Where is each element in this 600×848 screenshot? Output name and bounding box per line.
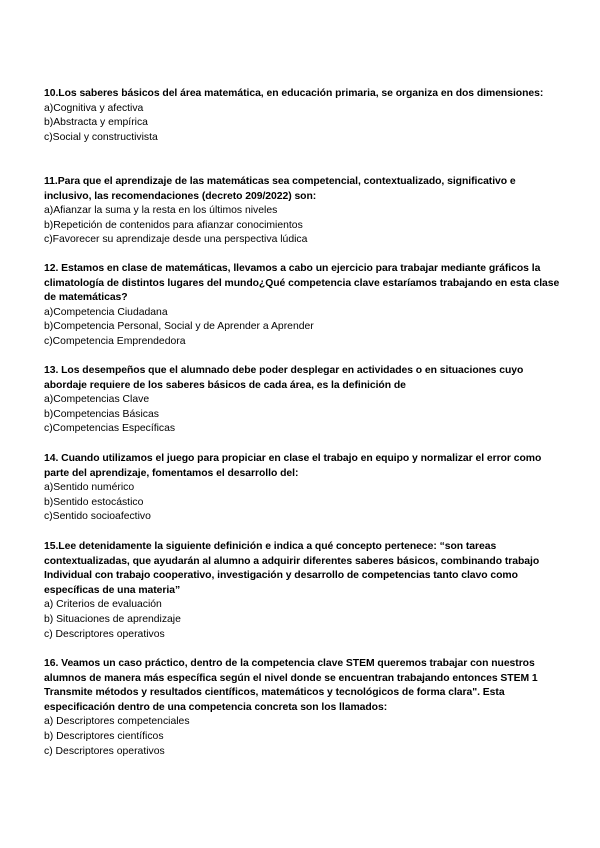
option-c: c)Sentido socioafectivo <box>44 511 151 523</box>
question-11 <box>44 175 564 248</box>
option-a: a) Criterios de evaluación <box>44 599 162 611</box>
question-14 <box>44 452 564 525</box>
option-a: a)Afianzar la suma y la resta en los últimos niveles <box>44 205 278 217</box>
question-text: 13. Los desempeños que el alumnado debe poder desplegar en actividades o en situaciones cuyo abordaje requiere de los saberes básicos de cada área, es la definición de <box>44 365 524 391</box>
option-b: b) Descriptores científicos <box>44 730 164 742</box>
option-b: b)Repetición de contenidos para afianzar conocimientos <box>44 219 303 231</box>
question-text: 11.Para que el aprendizaje de las matemáticas sea competencial, contextualizado, significativo e inclusivo, las recomendaciones (decreto 209/2022) son: <box>44 176 516 202</box>
option-b: b) Situaciones de aprendizaje <box>44 613 181 625</box>
question-text: 15.Lee detenidamente la siguiente definición e indica a qué concepto pertenece: “son tareas contextualizadas, que ayudarán al alumno a adquirir diferentes saberes básicos, combinando trabajo Individual con trabajo cooperativo, investigación y desarrollo de competencias tanto clavo como específicas de una materia” <box>44 541 540 596</box>
question-text: 12. Estamos en clase de matemáticas, llevamos a cabo un ejercicio para trabajar mediante gráficos la climatología de distintos lugares del mundo¿Qué competencia clave estaríamos trabajando en esta clase de matemáticas? <box>44 263 560 304</box>
option-a: a)Cognitiva y afectiva <box>44 102 144 114</box>
option-b: b)Sentido estocástico <box>44 496 144 508</box>
question-text: 14. Cuando utilizamos el juego para propiciar en clase el trabajo en equipo y normalizar el error como parte del aprendizaje, fomentamos el desarrollo del: <box>44 453 542 479</box>
option-a: a)Competencias Clave <box>44 394 150 406</box>
option-a: a)Sentido numérico <box>44 482 135 494</box>
question-15 <box>44 540 564 642</box>
question-13 <box>44 364 564 437</box>
question-10 <box>44 87 564 145</box>
question-16 <box>44 657 564 759</box>
option-c: c)Competencias Específicas <box>44 423 176 435</box>
option-c: c)Competencia Emprendedora <box>44 335 186 347</box>
option-b: b)Abstracta y empírica <box>44 117 148 129</box>
option-c: c)Favorecer su aprendizaje desde una perspectiva lúdica <box>44 234 308 246</box>
option-a: a)Competencia Ciudadana <box>44 306 168 318</box>
option-b: b)Competencias Básicas <box>44 408 159 420</box>
option-b: b)Competencia Personal, Social y de Aprender a Aprender <box>44 321 314 333</box>
option-c: c)Social y constructivista <box>44 131 158 143</box>
question-12 <box>44 262 564 350</box>
option-c: c) Descriptores operativos <box>44 628 165 640</box>
option-c: c) Descriptores operativos <box>44 745 165 757</box>
option-a: a) Descriptores competenciales <box>44 716 190 728</box>
question-text: 16. Veamos un caso práctico, dentro de la competencia clave STEM queremos trabajar con nuestros alumnos de manera más específica según el nivel donde se encuentran trabajando entonces STEM 1 Transmite métodos y resultados científicos, matemáticos y tecnológicos de forma clara". Esta especificación dentro de una competencia concreta son los llamados: <box>44 658 538 713</box>
question-text: 10.Los saberes básicos del área matemática, en educación primaria, se organiza en dos dimensiones: <box>44 88 544 99</box>
